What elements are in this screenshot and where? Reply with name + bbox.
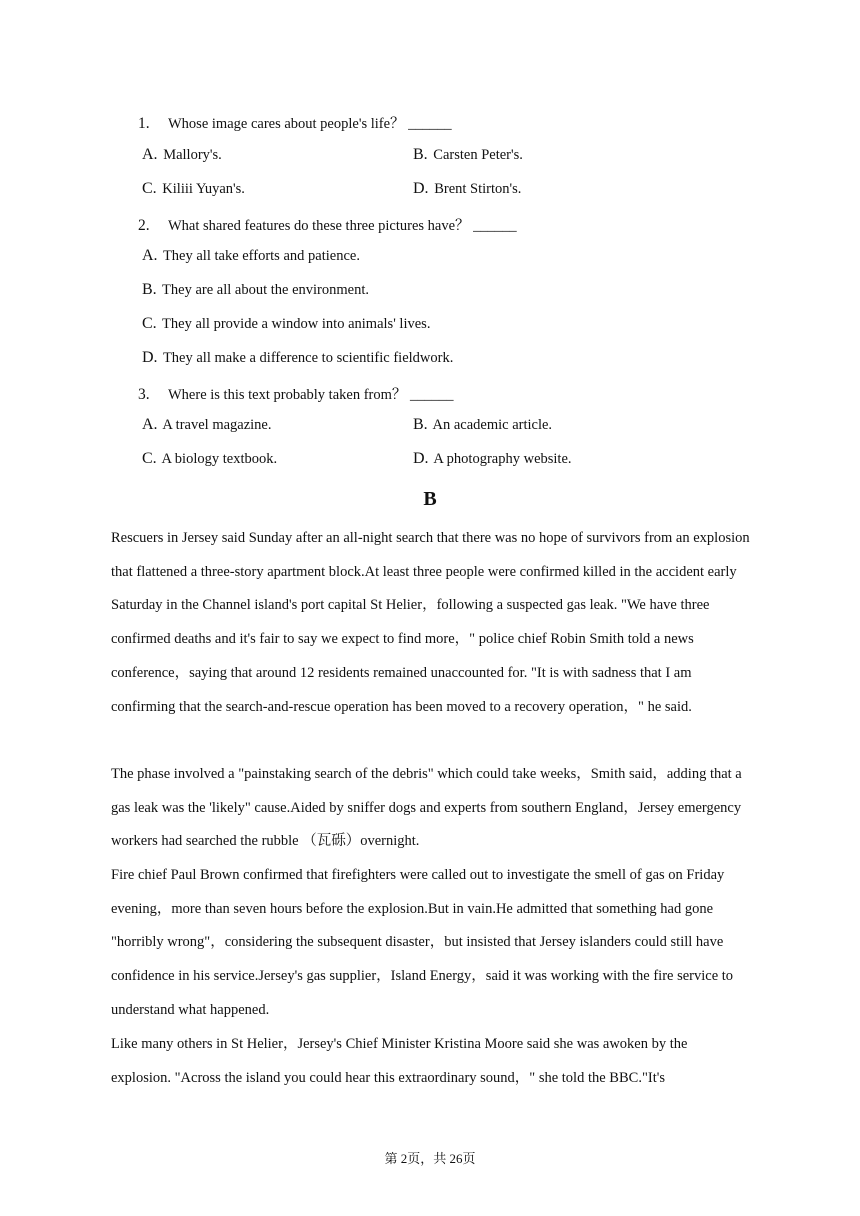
question-text: Where is this text probably taken from？ ______	[168, 387, 454, 403]
passage-paragraph-1: Rescuers in Jersey said Sunday after an all-night search that there was no hope of survivors from an explosion that flattened a three-story apartment block.At least three people were confirmed killed in the accident early Saturday in the Channel island's port capital St Helier，following a suspected gas leak. "We have three confirmed deaths and it's fair to say we expect to find more，" police chief Robin Smith told a news conference，saying that around 12 residents remained unaccounted for. "It is with sadness that I am confirming that the search-and-rescue operation has been moved to a recovery operation，" he said.	[111, 530, 750, 715]
question-text: Whose image cares about people's life？ ______	[168, 116, 452, 132]
option-text: They all take efforts and patience.	[162, 248, 360, 264]
option-1c	[142, 180, 245, 198]
option-3a	[142, 416, 272, 434]
question-number: 2.	[138, 217, 150, 234]
option-text: A biology textbook.	[161, 451, 278, 467]
option-1d	[413, 180, 521, 198]
option-3c	[142, 450, 277, 468]
option-text: Kiliii Yuyan's.	[162, 181, 245, 197]
option-letter: D.	[142, 349, 158, 366]
option-letter: D.	[413, 450, 429, 467]
option-text: Mallory's.	[163, 147, 222, 163]
option-1b	[413, 146, 523, 164]
option-text: Brent Stirton's.	[434, 181, 522, 197]
question-number: 3.	[138, 386, 150, 403]
option-text: A photography website.	[433, 451, 572, 467]
passage-paragraph-3: Fire chief Paul Brown confirmed that firefighters were called out to investigate the smell of gas on Friday evening，more than seven hours before the explosion.But in vain.He admitted that something had gone "horribly wrong"，considering the subsequent disaster，but insisted that Jersey islanders could still have confidence in his service.Jersey's gas supplier，Island Energy，said it was working with the fire service to understand what happened.	[111, 867, 734, 1018]
option-letter: C.	[142, 315, 157, 332]
option-text: An academic article.	[432, 417, 553, 433]
passage-paragraph-2: The phase involved a "painstaking search of the debris" which could take weeks，Smith said，adding that a gas leak was the 'likely" cause.Aided by sniffer dogs and experts from southern England，Jersey emergency workers had searched the rubble （瓦砾）overnight.	[111, 766, 742, 850]
question-2	[138, 214, 517, 235]
option-text: Carsten Peter's.	[433, 147, 523, 163]
passage-paragraph-4: Like many others in St Helier，Jersey's Chief Minister Kristina Moore said she was awoken by the explosion. "Across the island you could hear this extraordinary sound，" she told the BBC."It's	[111, 1036, 688, 1086]
option-text: They all provide a window into animals' lives.	[162, 316, 431, 332]
option-letter: B.	[413, 146, 428, 163]
option-text: They all make a difference to scientific fieldwork.	[162, 350, 454, 366]
question-3	[138, 383, 454, 404]
option-1a	[142, 146, 222, 164]
option-3d	[413, 450, 572, 468]
option-letter: B.	[142, 281, 157, 298]
page-footer: 第 2页，共 26页	[384, 1151, 476, 1166]
option-2d	[142, 349, 453, 367]
option-letter: B.	[413, 416, 428, 433]
option-text: A travel magazine.	[162, 417, 272, 433]
question-text: What shared features do these three pictures have？ ______	[168, 218, 517, 234]
option-text: They are all about the environment.	[162, 282, 369, 298]
question-1	[138, 112, 452, 133]
question-number: 1.	[138, 115, 150, 132]
option-letter: A.	[142, 146, 158, 163]
option-2a	[142, 247, 360, 265]
section-title: B	[423, 488, 437, 510]
option-letter: A.	[142, 247, 158, 264]
option-letter: C.	[142, 450, 157, 467]
option-3b	[413, 416, 552, 434]
option-letter: D.	[413, 180, 429, 197]
option-letter: C.	[142, 180, 157, 197]
option-2b	[142, 281, 369, 299]
option-2c	[142, 315, 430, 333]
option-letter: A.	[142, 416, 158, 433]
